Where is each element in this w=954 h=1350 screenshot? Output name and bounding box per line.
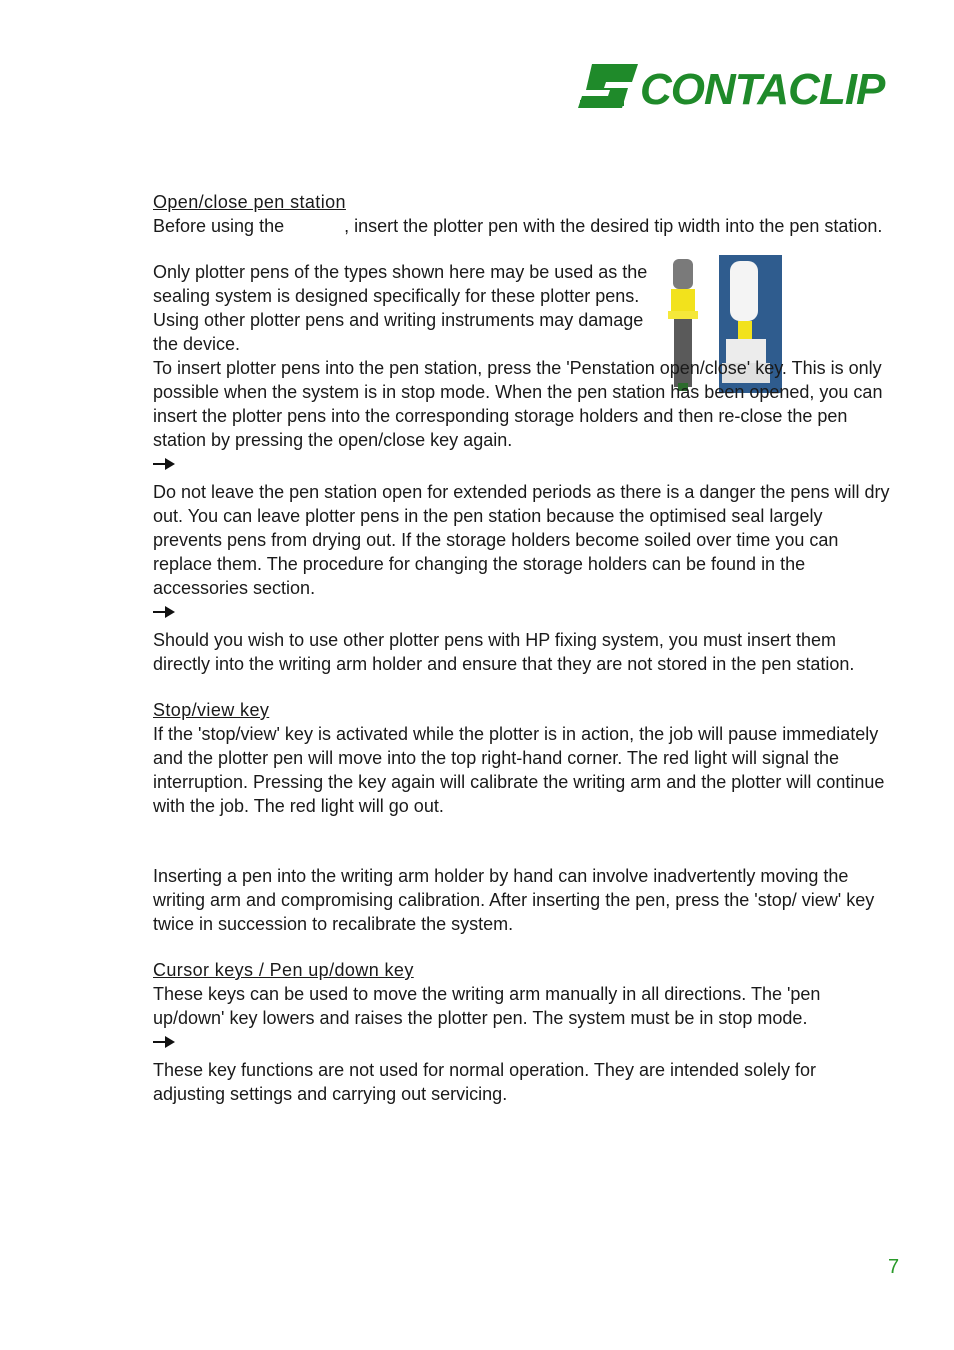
heading-stop-view: Stop/view key [153,700,270,720]
heading-pen-station: Open/close pen station [153,192,346,212]
heading-cursor-keys: Cursor keys / Pen up/down key [153,960,414,980]
note-hp-pens: Should you wish to use other plotter pens with HP fixing system, you must insert them directly into the writing arm holder and ensure that they are not stored in the pen station. [153,630,855,674]
note-dry-out: Do not leave the pen station open for extended periods as there is a danger the pens will dry out. You can leave plotter pens in the pen station because the optimised seal largely prevents pens from drying out. If the storage holders become soiled over time you can replace them. The procedure for changing the storage holders can be found in the accessories section. [153,482,890,598]
contaclip-logo-mark [578,60,892,112]
arrow-icon [153,458,177,480]
logo-text: CONTACLIP [640,65,885,112]
contaclip-logo [578,60,892,112]
intro-paragraph [153,214,893,238]
arrow-icon [153,1036,177,1058]
recalibrate-paragraph: Inserting a pen into the writing arm holder by hand can involve inadvertently moving the writing arm and compromising calibration. After inserting the pen, press the 'stop/ view' key twice in succession to recalibrate the system. [153,866,875,934]
insert-pens-paragraph: To insert plotter pens into the pen station, press the 'Penstation open/close' key. This is only possible when the system is in stop mode. When the pen station has been opened, you can insert the plotter pens into the corresponding storage holders and then re-close the pen station by pressing the open/close key again. [153,358,883,450]
pen-types-paragraph: Only plotter pens of the types shown here may be used as the sealing system is designed specifically for these plotter pens. Using other plotter pens and writing instruments may damage the device. [153,262,648,354]
page-content [153,190,893,1106]
arrow-icon [153,606,177,628]
intro-text-a: Before using the [153,216,285,236]
cursor-keys-paragraph: These keys can be used to move the writing arm manually in all directions. The 'pen up/down' key lowers and raises the plotter pen. The system must be in stop mode. [153,984,821,1028]
intro-text-b: , insert the plotter pen with the desired tip width into the pen station. [344,216,883,236]
page-number: 7 [888,1256,900,1278]
servicing-note: These key functions are not used for normal operation. They are intended solely for adjusting settings and carrying out servicing. [153,1060,817,1104]
stop-view-paragraph: If the 'stop/view' key is activated while the plotter is in action, the job will pause immediately and the plotter pen will move into the top right-hand corner. The red light will signal the interruption. Pressing the key again will calibrate the writing arm and the plotter will continue with the job. The red light will go out. [153,724,885,816]
